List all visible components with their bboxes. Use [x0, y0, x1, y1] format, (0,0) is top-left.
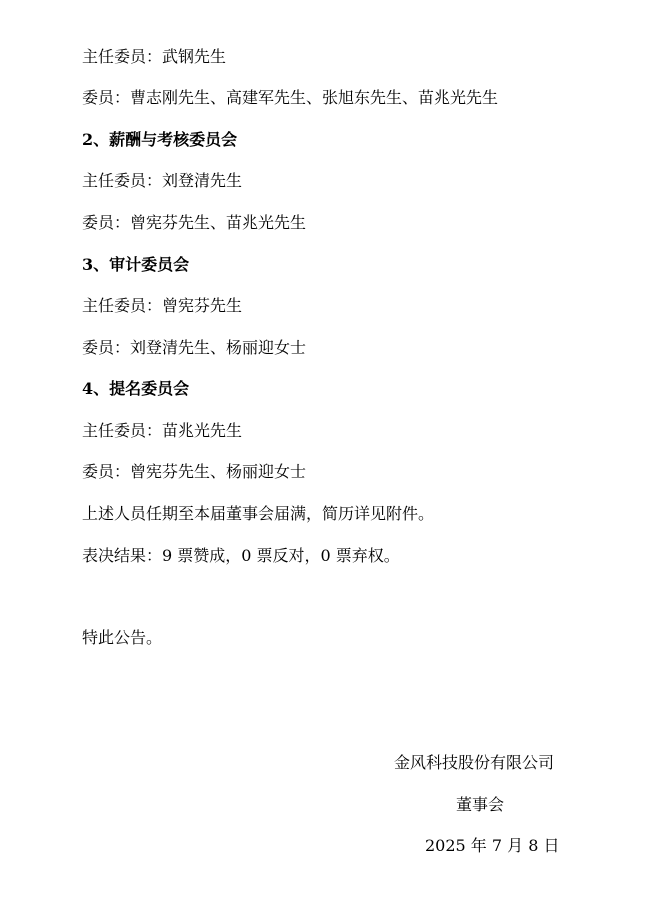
signature-board: 董事会	[456, 795, 505, 814]
remuneration-committee-members: 委员：曾宪芬先生、苗兆光先生	[82, 213, 307, 232]
audit-committee-chair: 主任委员：曾宪芬先生	[82, 296, 243, 315]
announcement-closing: 特此公告。	[82, 628, 163, 647]
term-note: 上述人员任期至本届董事会届满，简历详见附件。	[82, 504, 435, 523]
audit-committee-heading: 3、审计委员会	[82, 255, 190, 274]
nomination-committee-chair: 主任委员：苗兆光先生	[82, 421, 243, 440]
nomination-committee-members: 委员：曾宪芬先生、杨丽迎女士	[82, 462, 307, 481]
strategy-committee-members: 委员：曹志刚先生、高建军先生、张旭东先生、苗兆光先生	[82, 88, 499, 107]
signature-company: 金风科技股份有限公司	[394, 753, 555, 772]
signature-date: 2025 年 7 月 8 日	[425, 836, 560, 855]
remuneration-committee-chair: 主任委员：刘登清先生	[82, 171, 243, 190]
remuneration-committee-heading: 2、薪酬与考核委员会	[82, 130, 238, 149]
audit-committee-members: 委员：刘登清先生、杨丽迎女士	[82, 338, 307, 357]
strategy-committee-chair: 主任委员：武钢先生	[82, 47, 227, 66]
nomination-committee-heading: 4、提名委员会	[82, 379, 190, 398]
vote-result: 表决结果：9 票赞成，0 票反对，0 票弃权。	[82, 546, 400, 565]
